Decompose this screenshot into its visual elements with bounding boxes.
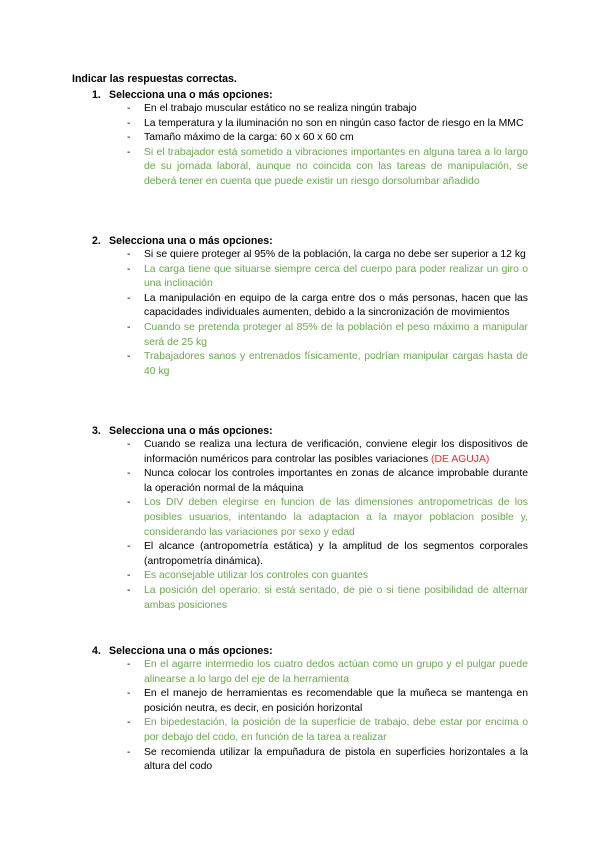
question-number: 2. (92, 235, 101, 247)
option-item-correct: - La posición del operario: si está sentado, de pie o si tiene posibilidad de alternar ambas posiciones (120, 584, 528, 613)
option-note: (DE AGUJA) (431, 453, 490, 465)
question-1-options (120, 102, 528, 190)
question-number: 3. (92, 425, 101, 437)
option-item-correct: - La carga tiene que situarse siempre cerca del cuerpo para poder realizar un giro o una inclinación (120, 263, 528, 292)
option-item-correct: - Trabajadores sanos y entrenados físicamente, podrían manipular cargas hasta de 40 kg (120, 350, 528, 379)
option-item: - Se recomienda utilizar la empuñadura de pistola en superficies horizontales a la altura del codo (120, 746, 528, 775)
question-1-heading (92, 88, 273, 102)
question-4-heading (92, 644, 273, 658)
question-heading: Selecciona una o más opciones: (109, 425, 273, 437)
page-title: Indicar las respuestas correctas. (72, 73, 237, 85)
option-item: - En el trabajo muscular estático no se realiza ningún trabajo (120, 102, 528, 117)
option-item: - El alcance (antropometría estática) y la amplitud de los segmentos corporales (antropometría dinámica). (120, 540, 528, 569)
question-4-options (120, 658, 528, 775)
question-2-options (120, 248, 528, 379)
option-item: - Tamaño máximo de la carga: 60 x 60 x 60 cm (120, 131, 528, 146)
option-text: Cuando se realiza una lectura de verificación, conviene elegir los dispositivos de información numéricos para controlar las posibles variaciones (144, 439, 528, 465)
question-heading: Selecciona una o más opciones: (109, 645, 273, 657)
option-item: - En el manejo de herramientas es recomendable que la muñeca se mantenga en posición neutra, es decir, en posición horizontal (120, 687, 528, 716)
option-item (120, 438, 528, 467)
question-2-heading (92, 234, 273, 248)
option-item-correct: - Si el trabajador está sometido a vibraciones importantes en alguna tarea a lo largo de su jornada laboral, aunque no coincida con las tareas de manipulación, se deberá tener en cuenta que puede existir un riesgo dorsolumbar añadido (120, 146, 528, 190)
question-3-options (120, 438, 528, 613)
option-item-correct: - Los DIV deben elegirse en funcion de las dimensiones antropometricas de los posibles usuarios, intentando la adaptacion a la mayor poblacion posible y, considerando las variaciones por sexo y edad (120, 496, 528, 540)
question-heading: Selecciona una o más opciones: (109, 89, 273, 101)
option-item: - Si se quiere proteger al 95% de la población, la carga no debe ser superior a 12 kg (120, 248, 528, 263)
option-item-correct: - En bipedestación, la posición de la superficie de trabajo, debe estar por encima o por debajo del codo, en función de la tarea a realizar (120, 716, 528, 745)
question-3-heading (92, 424, 273, 438)
question-heading: Selecciona una o más opciones: (109, 235, 273, 247)
option-item: - La manipulación en equipo de la carga entre dos o más personas, hacen que las capacidades individuales aumenten, debido a la sincronización de movimientos (120, 292, 528, 321)
option-item: - Nunca colocar los controles importantes en zonas de alcance improbable durante la operación normal de la máquina (120, 467, 528, 496)
option-item-correct: - Es aconsejable utilizar los controles con guantes (120, 569, 528, 584)
question-number: 1. (92, 89, 101, 101)
question-number: 4. (92, 645, 101, 657)
option-item-correct: - Cuando se pretenda proteger al 85% de la población el peso máximo a manipular será de 25 kg (120, 321, 528, 350)
option-item-correct: - En el agarre intermedio los cuatro dedos actúan como un grupo y el pulgar puede alinearse a lo largo del eje de la herramienta (120, 658, 528, 687)
option-item: - La temperatura y la iluminación no son en ningún caso factor de riesgo en la MMC (120, 117, 528, 132)
